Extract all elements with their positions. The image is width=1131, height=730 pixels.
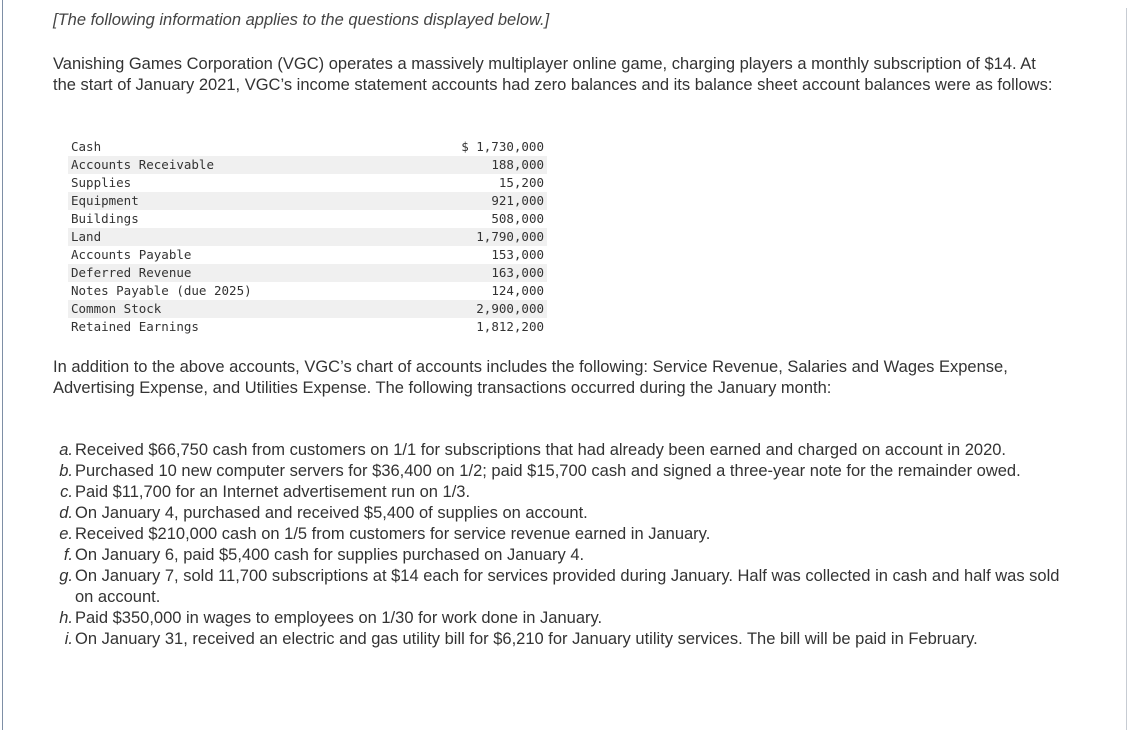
table-row <box>68 138 547 156</box>
account-amount: 188,000 <box>421 156 547 174</box>
transaction-text: On January 4, purchased and received $5,400 of supplies on account. <box>75 504 588 522</box>
account-name: Retained Earnings <box>71 319 199 334</box>
right-border <box>1126 8 1127 730</box>
account-amount: 2,900,000 <box>421 300 547 318</box>
account-amount: 1,812,200 <box>476 319 544 334</box>
transaction-text: On January 7, sold 11,700 subscriptions at $14 each for services provided during January. Half was collected in cash and half was sold on account. <box>75 567 1060 606</box>
transaction-letter: g. <box>59 567 73 585</box>
table-row <box>68 246 547 264</box>
left-border <box>2 0 3 730</box>
account-name: Buildings <box>71 211 139 226</box>
account-name: Common Stock <box>68 300 421 318</box>
table-row <box>68 228 547 246</box>
table-row <box>68 156 547 174</box>
account-name: Accounts Payable <box>71 247 192 262</box>
list-item <box>59 566 1080 608</box>
account-name: Deferred Revenue <box>68 264 421 282</box>
table-row <box>68 174 547 192</box>
transaction-text: On January 31, received an electric and gas utility bill for $6,210 for January utility services. The bill will be paid in February. <box>75 630 978 648</box>
list-item <box>59 608 1080 629</box>
account-name: Land <box>68 228 421 246</box>
account-amount: 921,000 <box>421 192 547 210</box>
account-name: Notes Payable (due 2025) <box>71 283 252 298</box>
transaction-text: Paid $11,700 for an Internet advertisement run on 1/3. <box>75 483 471 501</box>
table-row <box>68 264 547 282</box>
transaction-letter: a. <box>59 441 73 459</box>
transaction-list <box>59 440 1080 650</box>
transaction-letter: d. <box>59 504 73 522</box>
list-item <box>64 629 1080 650</box>
transaction-letter: i. <box>64 630 73 648</box>
account-name: Cash <box>71 139 102 154</box>
table-row <box>68 192 547 210</box>
balance-table <box>68 138 547 336</box>
list-item <box>60 482 1080 503</box>
account-amount: 508,000 <box>491 211 544 226</box>
transaction-letter: c. <box>60 483 73 501</box>
account-amount: 15,200 <box>498 175 544 190</box>
transaction-text: On January 6, paid $5,400 cash for supplies purchased on January 4. <box>75 546 585 564</box>
intro-note: [The following information applies to the questions displayed below.] <box>53 11 550 29</box>
chart-of-accounts-note: In addition to the above accounts, VGC’s chart of accounts includes the following: Service Revenue, Salaries and Wages Expense, Advertising Expense, and Utilities Expense. The following transactions occurred during the January month: <box>53 358 1008 397</box>
table-row <box>68 210 547 228</box>
transaction-text: Received $210,000 cash on 1/5 from customers for service revenue earned in January. <box>75 525 711 543</box>
account-name: Supplies <box>71 175 132 190</box>
table-row <box>68 300 547 318</box>
transaction-letter: e. <box>59 525 73 543</box>
list-item <box>59 440 1080 461</box>
account-amount: 1,790,000 <box>421 228 547 246</box>
account-amount: 153,000 <box>491 247 544 262</box>
table-row <box>68 318 547 336</box>
transaction-letter: h. <box>59 609 73 627</box>
transaction-letter: b. <box>59 462 73 480</box>
list-item <box>63 545 1080 566</box>
account-name: Accounts Receivable <box>68 156 421 174</box>
account-amount: 124,000 <box>491 283 544 298</box>
table-row <box>68 282 547 300</box>
list-item <box>59 461 1080 482</box>
account-name: Equipment <box>68 192 421 210</box>
account-amount: 163,000 <box>421 264 547 282</box>
account-amount: $ 1,730,000 <box>461 139 544 154</box>
transaction-text: Paid $350,000 in wages to employees on 1/30 for work done in January. <box>75 609 603 627</box>
transaction-letter: f. <box>63 546 73 564</box>
transaction-text: Received $66,750 cash from customers on 1/1 for subscriptions that had already been earned and charged on account in 2020. <box>75 441 1007 459</box>
problem-description: Vanishing Games Corporation (VGC) operates a massively multiplayer online game, charging players a monthly subscription of $14. At the start of January 2021, VGC’s income statement accounts had zero balances and its balance sheet account balances were as follows: <box>53 55 1053 94</box>
list-item <box>59 524 1080 545</box>
list-item <box>59 503 1080 524</box>
transaction-text: Purchased 10 new computer servers for $36,400 on 1/2; paid $15,700 cash and signed a three-year note for the remainder owed. <box>75 462 1021 480</box>
